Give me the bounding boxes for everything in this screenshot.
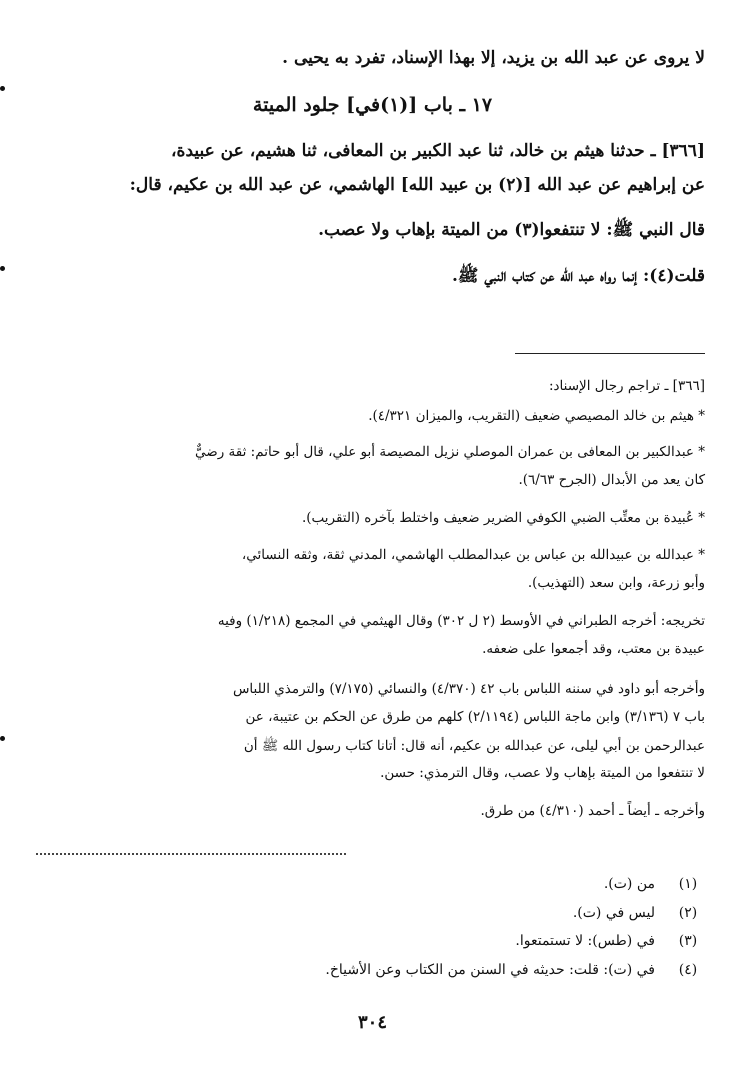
scan-mark — [0, 266, 5, 271]
main-line-5: قلت(٤): إنما رواه عبد الله عن كتاب النبي ﷺ. — [451, 266, 705, 286]
notes-line-4: كان يعد من الأبدال (الجرح ٦/٦٣). — [518, 472, 705, 488]
notes-line-10: وأخرجه أبو داود في سننه اللباس باب ٤٢ (٤/٣٧٠) والنسائي (٧/١٧٥) والترمذي اللباس — [232, 681, 705, 697]
scan-mark — [0, 86, 5, 91]
notes-line-5: * عُبيدة بن معتِّب الضبي الكوفي الضرير ضعيف واختلط بآخره (التقريب). — [301, 510, 705, 526]
notes-line-2: * هيثم بن خالد المصيصي ضعيف (التقريب، والميزان ٤/٣٢١). — [368, 408, 705, 424]
page-number: ٣٠٤ — [357, 1012, 387, 1033]
footnote-text-3: في (طس): لا تستمتعوا. — [515, 933, 655, 949]
notes-line-8: تخريجه: أخرجه الطبراني في الأوسط (٢ ل ٣٠٢) وقال الهيثمي في المجمع (١/٢١٨) وفيه — [217, 613, 705, 629]
notes-line-3: * عبدالكبير بن المعافى بن عمران الموصلي نزيل المصيصة أبو علي، قال أبو حاتم: ثقة رضيٌّ — [195, 444, 705, 460]
footnote-number-1: (١) — [678, 876, 698, 892]
notes-divider — [515, 353, 705, 354]
footnote-text-4: في (ت): قلت: حديثه في السنن من الكتاب وعن الأشياخ. — [325, 962, 655, 978]
footnote-text-2: ليس في (ت). — [572, 905, 655, 921]
notes-line-14: وأخرجه ـ أيضاً ـ أحمد (٤/٣١٠) من طرق. — [480, 803, 705, 819]
notes-line-9: عبيدة بن معتب، وقد أجمعوا على ضعفه. — [482, 641, 705, 657]
main-line-2: [٣٦٦] ـ حدثنا هيثم بن خالد، ثنا عبد الكبير بن المعافى، ثنا هشيم، عن عبيدة، — [171, 141, 705, 161]
scan-mark — [0, 736, 5, 741]
notes-line-7: وأبو زرعة، وابن سعد (التهذيب). — [527, 575, 705, 591]
footnote-divider — [36, 853, 346, 855]
notes-line-6: * عبدالله بن عبيدالله بن عباس بن عبدالمطلب الهاشمي، المدني ثقة، وثقه النسائي، — [241, 547, 705, 563]
footnote-number-4: (٤) — [678, 962, 698, 978]
footnote-number-3: (٣) — [678, 933, 698, 949]
footnote-number-2: (٢) — [678, 905, 698, 921]
chapter-heading: ١٧ ـ باب [(١)في] جلود الميتة — [252, 94, 493, 116]
notes-line-1: [٣٦٦] ـ تراجم رجال الإسناد: — [548, 378, 705, 394]
main-line-4: قال النبي ﷺ: لا تنتفعوا(٣) من الميتة بإهاب ولا عصب. — [318, 220, 705, 240]
footnote-text-1: من (ت). — [603, 876, 655, 892]
main-line-1: لا يروى عن عبد الله بن يزيد، إلا بهذا الإسناد، تفرد به يحيى . — [282, 48, 705, 68]
notes-line-13: لا تنتفعوا من الميتة بإهاب ولا عصب، وقال الترمذي: حسن. — [380, 765, 705, 781]
notes-line-12: عبدالرحمن بن أبي ليلى، عن عبدالله بن عكيم، أنه قال: أتانا كتاب رسول الله ﷺ أن — [243, 738, 705, 754]
main-line-3: عن إبراهيم عن عبد الله [(٢) بن عبيد الله] الهاشمي، عن عبد الله بن عكيم، قال: — [129, 175, 705, 195]
notes-line-11: باب ٧ (٣/١٣٦) وابن ماجة اللباس (٢/١١٩٤) كلهم من طرق عن الحكم بن عتيبة، عن — [245, 709, 705, 725]
